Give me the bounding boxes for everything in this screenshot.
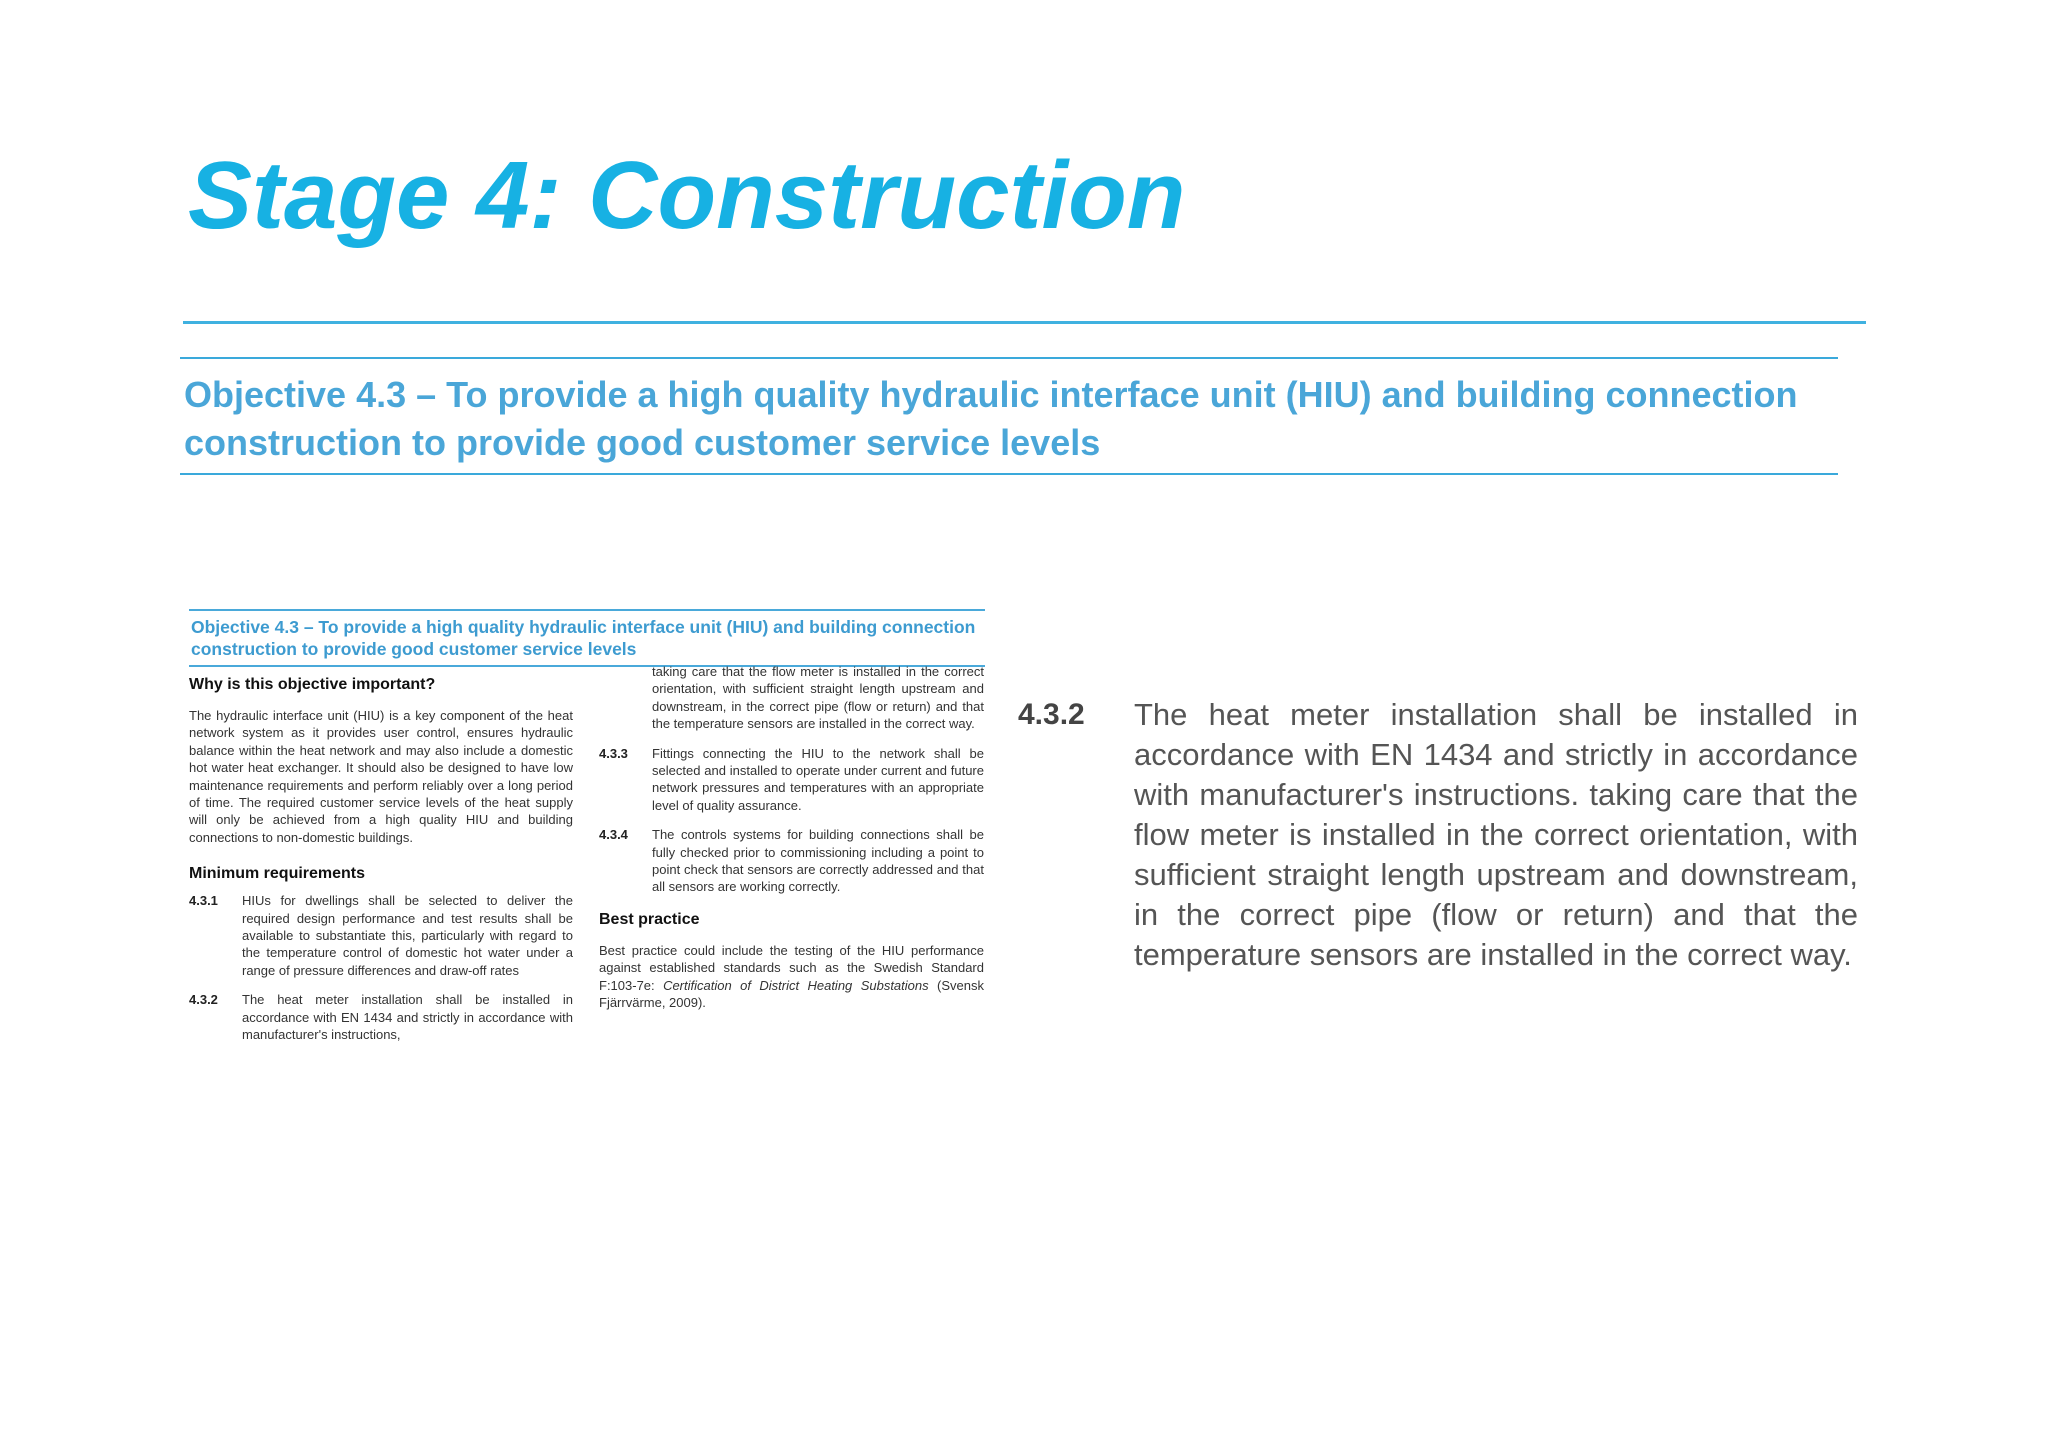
best-practice-heading: Best practice xyxy=(599,910,700,928)
requirement-item xyxy=(189,991,573,1043)
slide-title: Stage 4: Construction xyxy=(188,142,1186,249)
best-practice-text-a: Best practice could include the testing of the HIU performance against established standards such as the Swedish Standard F:103-7e: xyxy=(599,942,984,993)
why-text: The hydraulic interface unit (HIU) is a key component of the heat network system as it provides user control, ensures hydraulic balance within the heat network and may also include a domestic hot water heat exchanger. It should also be designed to have low maintenance requirements and perform reliably over a long period of time. The required customer service levels of the heat supply will only be achieved from a high quality HIU and building connections to non-domestic buildings. xyxy=(189,708,573,845)
requirement-item xyxy=(599,745,984,815)
document-excerpt xyxy=(189,609,985,1089)
requirement-text: The heat meter installation shall be installed in accordance with EN 1434 and strictly in accordance with manufacturer's instructions, xyxy=(242,992,573,1043)
objective-banner xyxy=(180,357,1838,475)
requirement-number: 4.3.3 xyxy=(599,745,628,761)
min-req-heading: Minimum requirements xyxy=(189,865,366,883)
excerpt-right-column xyxy=(599,664,984,1022)
excerpt-heading-box xyxy=(189,609,985,667)
requirement-continuation-text: taking care that the flow meter is installed in the correct orientation, with sufficient straight length upstream and downstream, in the correct pipe (flow or return) and that the temperature sensors are installed in the correct way. xyxy=(652,664,984,732)
title-divider xyxy=(183,321,1866,324)
requirement-item xyxy=(189,892,573,979)
best-practice-text-b: (Svensk Fjärrvärme, 2009). xyxy=(599,977,984,1011)
requirement-number: 4.3.1 xyxy=(189,893,218,909)
excerpt-heading: Objective 4.3 – To provide a high quality hydraulic interface unit (HIU) and building connection construction to provide good customer service levels xyxy=(191,617,976,659)
requirement-text: HIUs for dwellings shall be selected to deliver the required design performance and test results shall be available to substantiate this, particularly with regard to the temperature control of domestic hot water under a range of pressure differences and draw-off rates xyxy=(242,893,573,978)
requirement-number: 4.3.2 xyxy=(189,992,218,1008)
requirement-continuation xyxy=(599,663,984,733)
requirement-text: Fittings connecting the HIU to the network shall be selected and installed to operate under current and future network pressures and temperatures with an appropriate level of quality assurance. xyxy=(652,745,984,813)
objective-heading: Objective 4.3 – To provide a high quality hydraulic interface unit (HIU) and building connection construction to provide good customer service levels xyxy=(184,374,1798,463)
callout-text: The heat meter installation shall be installed in accordance with EN 1434 and strictly in accordance with manufacturer's instructions. taking care that the flow meter is installed in the correct orientation, with sufficient straight length upstream and downstream, in the correct pipe (flow or return) and that the temperature sensors are installed in the correct way. xyxy=(1134,697,1858,972)
best-practice-title: Certification of District Heating Substations xyxy=(663,977,929,993)
requirement-item xyxy=(599,826,984,896)
best-practice-text xyxy=(599,942,984,1012)
why-heading: Why is this objective important? xyxy=(189,676,436,693)
callout-number: 4.3.2 xyxy=(1018,698,1085,731)
excerpt-columns xyxy=(189,664,985,1095)
requirement-number: 4.3.4 xyxy=(599,827,628,843)
excerpt-left-column xyxy=(189,675,573,1056)
requirement-text: The controls systems for building connections shall be fully checked prior to commissioning including a point to point check that sensors are correctly addressed and that all sensors are working correctly. xyxy=(652,827,984,895)
